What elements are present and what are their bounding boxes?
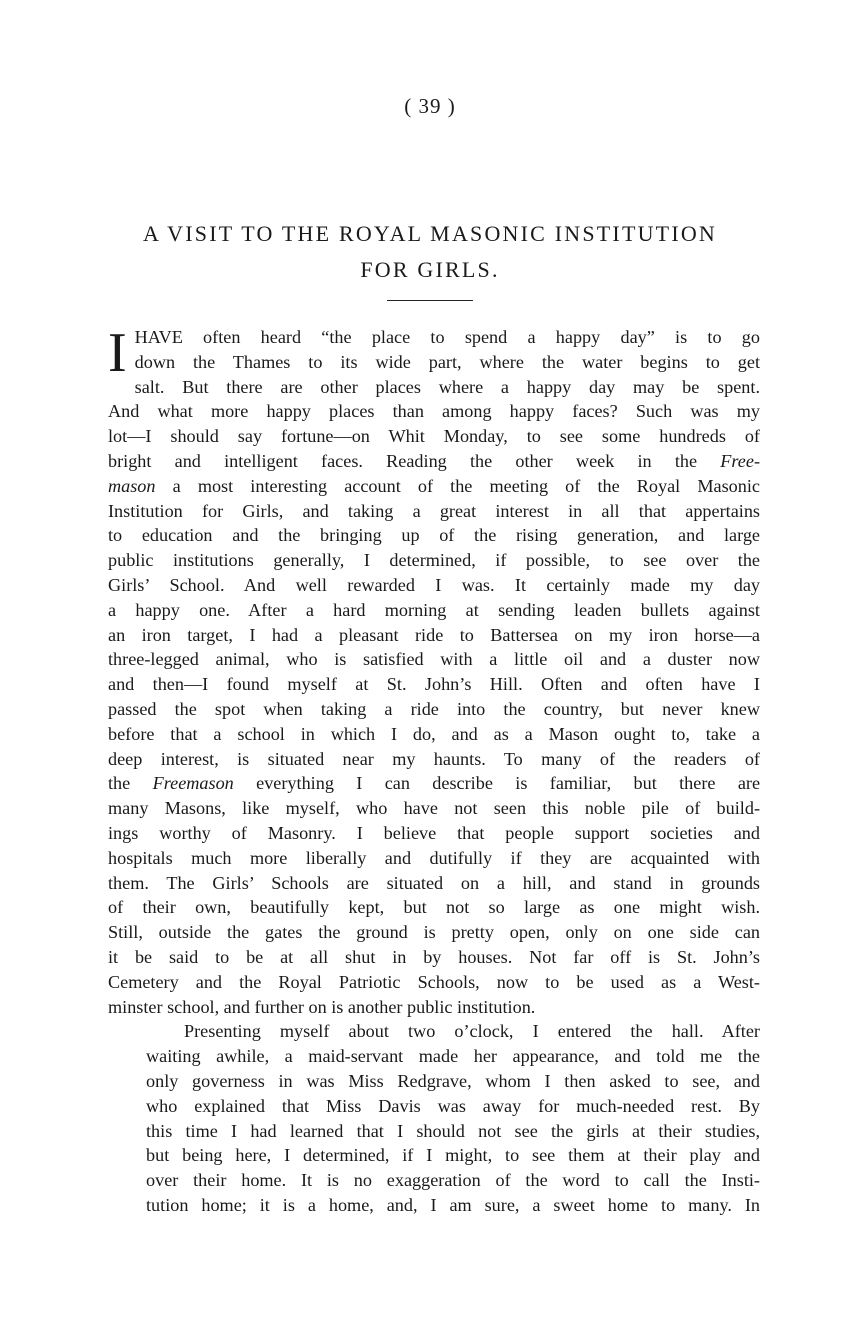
text-line: down the Thames to its wide part, where the water begins to get [134,351,760,372]
text-line: lot—I should say fortune—on Whit Monday, to see some hundreds of [108,426,760,447]
text-line: Girls’ School. And well rewarded I was. It certainly made my day [108,574,760,595]
italic-text: Freemason [152,773,234,794]
text-line: many Masons, like myself, who have not seen this noble pile of build- [108,798,760,819]
text-line: hospitals much more liberally and dutifully if they are acquainted with [108,847,760,868]
text-line: And what more happy places than among happy faces? Such was my [108,401,760,422]
text-line: of their own, beautifully kept, but not so large as one might wish. [108,897,760,918]
text-line: and then—I found myself at St. John’s Hill. Often and often have I [108,674,760,695]
text-line: minster school, and further on is another public institution. [108,996,536,1017]
title-line-1: A VISIT TO THE ROYAL MASONIC INSTITUTION [142,221,718,246]
text-line [108,449,760,474]
text-line: tution home; it is a home, and, I am sure, a sweet home to many. In [146,1194,760,1215]
text-line: waiting awhile, a maid-servant made her appearance, and told me the [146,1046,760,1067]
text-line: Still, outside the gates the ground is pretty open, only on one side can [108,922,760,943]
drop-cap: I [108,322,127,384]
article-body [108,322,761,1218]
text-line: but being here, I determined, if I might, to see them at their play and [146,1145,760,1166]
text-line: who explained that Miss Davis was away for much-needed rest. By [146,1095,760,1116]
title-divider [387,300,473,301]
text-line: to education and the bringing up of the rising generation, and large [108,525,760,546]
text-line: it be said to be at all shut in by houses. Not far off is St. John’s [108,946,760,967]
text-line: them. The Girls’ Schools are situated on a hill, and stand in grounds [108,872,760,893]
italic-text: Free- [720,450,760,471]
text-line: a happy one. After a hard morning at sending leaden bullets against [108,599,760,620]
text-line: an iron target, I had a pleasant ride to Battersea on my iron horse—a [108,624,760,645]
text-line: public institutions generally, I determined, if possible, to see over the [108,550,760,571]
text-line: Presenting myself about two o’clock, I entered the hall. After [184,1021,760,1042]
text-line: salt. But there are other places where a happy day may be spent. [134,376,760,397]
text-segment: everything I can describe is familiar, but there are [256,773,761,794]
paragraph-2 [108,1019,760,1217]
title-line-2: FOR GIRLS. [360,257,500,282]
paragraph-1 [108,322,761,1019]
text-line: over their home. It is no exaggeration of the word to call the Insti- [146,1170,760,1191]
italic-text: mason [108,475,156,496]
text-line: this time I had learned that I should not see the girls at their studies, [146,1120,760,1141]
text-line [108,474,760,499]
text-line: before that a school in which I do, and as a Mason ought to, take a [108,723,760,744]
text-line: Institution for Girls, and taking a great interest in all that appertains [108,500,760,521]
text-segment: the [108,773,131,794]
text-line [108,771,760,796]
text-line: passed the spot when taking a ride into the country, but never knew [108,698,760,719]
text-line: HAVE often heard “the place to spend a happy day” is to go [134,327,760,347]
text-line: only governess in was Miss Redgrave, whom I then asked to see, and [146,1070,760,1091]
text-segment: bright and intelligent faces. Reading the other week in the [108,450,698,471]
article-title [90,216,770,288]
text-line: three-legged animal, who is satisfied with a little oil and a duster now [108,649,760,670]
text-line: deep interest, is situated near my haunts. To many of the readers of [108,748,760,769]
text-line: ings worthy of Masonry. I believe that people support societies and [108,822,760,843]
page-number: ( 39 ) [404,94,456,118]
text-line: Cemetery and the Royal Patriotic Schools, now to be used as a West- [108,971,760,992]
text-segment: a most interesting account of the meeting of the Royal Masonic [172,475,760,496]
